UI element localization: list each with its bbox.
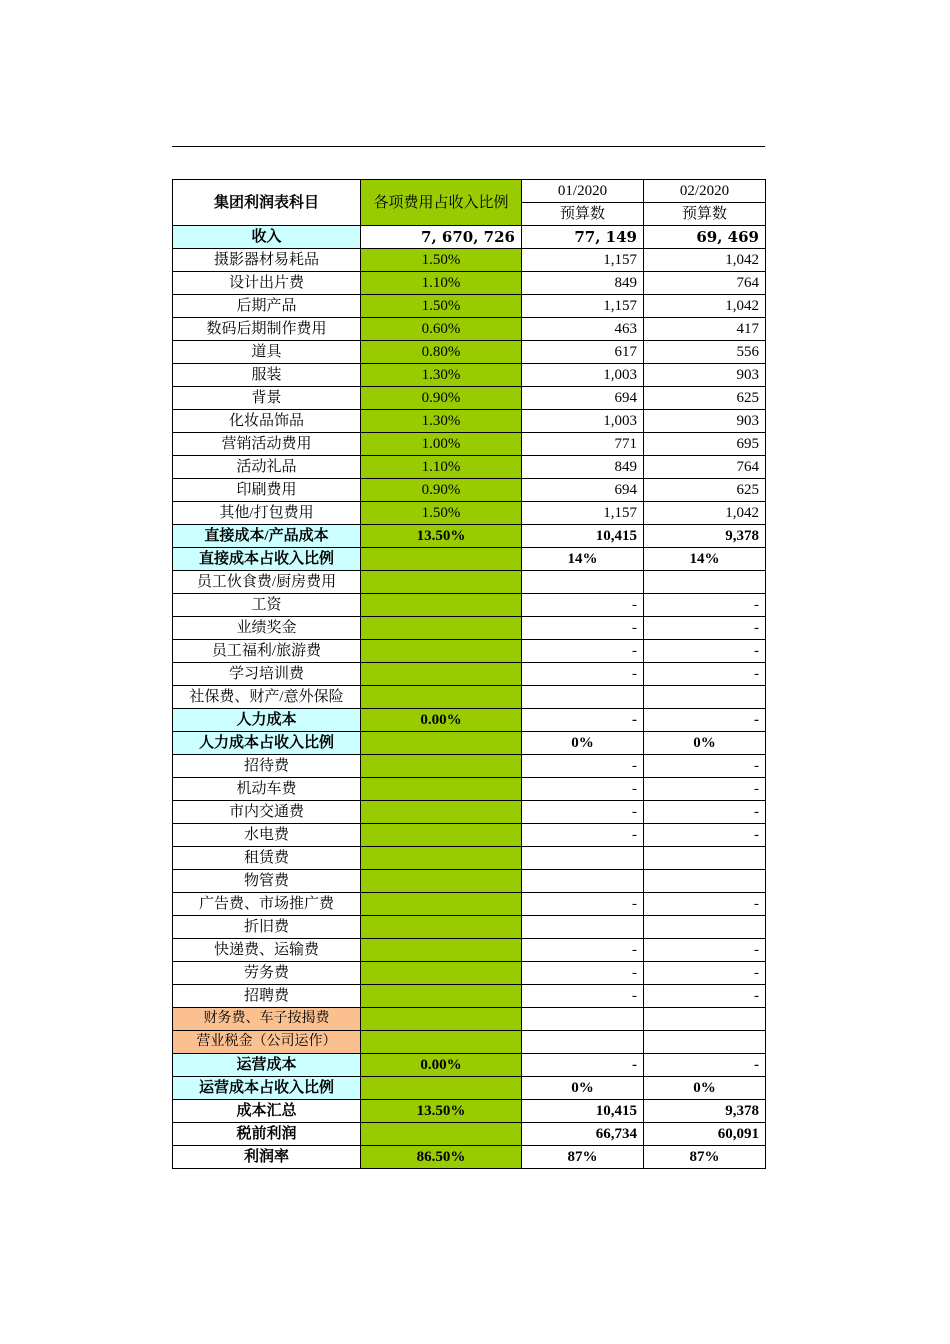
budget-02-2020-cell: 417 — [644, 318, 766, 341]
budget-01-2020-cell: 463 — [522, 318, 644, 341]
budget-02-2020-cell: 764 — [644, 456, 766, 479]
table-row — [173, 1054, 766, 1077]
ratio-cell — [361, 939, 522, 962]
budget-01-2020-cell: - — [522, 824, 644, 847]
table-row — [173, 479, 766, 502]
budget-01-2020-cell: 694 — [522, 479, 644, 502]
budget-01-2020-cell: - — [522, 985, 644, 1008]
subject-cell: 直接成本/产品成本 — [173, 525, 361, 548]
budget-02-2020-cell: 556 — [644, 341, 766, 364]
budget-01-2020-cell: 0% — [522, 732, 644, 755]
budget-01-2020-cell: - — [522, 962, 644, 985]
budget-01-2020-cell: - — [522, 1054, 644, 1077]
subject-cell: 社保费、财产/意外保险 — [173, 686, 361, 709]
table-row — [173, 640, 766, 663]
budget-01-2020-cell: - — [522, 709, 644, 732]
budget-02-2020-cell: - — [644, 985, 766, 1008]
ratio-cell — [361, 916, 522, 939]
budget-02-2020-cell: 0% — [644, 1077, 766, 1100]
header-period-1: 01/2020 — [522, 180, 644, 203]
budget-02-2020-cell: 9,378 — [644, 1100, 766, 1123]
subject-cell: 快递费、运输费 — [173, 939, 361, 962]
budget-02-2020-cell: - — [644, 594, 766, 617]
table-row — [173, 824, 766, 847]
table-row — [173, 1146, 766, 1169]
budget-01-2020-cell: - — [522, 778, 644, 801]
budget-02-2020-cell — [644, 1008, 766, 1031]
table-row — [173, 1077, 766, 1100]
subject-cell: 后期产品 — [173, 295, 361, 318]
subject-cell: 背景 — [173, 387, 361, 410]
table-row — [173, 1008, 766, 1031]
budget-01-2020-cell: 10,415 — [522, 1100, 644, 1123]
table-row — [173, 870, 766, 893]
budget-01-2020-cell — [522, 916, 644, 939]
budget-01-2020-cell: 87% — [522, 1146, 644, 1169]
table-row — [173, 686, 766, 709]
subject-cell: 业绩奖金 — [173, 617, 361, 640]
header-budget-1: 预算数 — [522, 203, 644, 226]
budget-02-2020-cell: 14% — [644, 548, 766, 571]
budget-02-2020-cell: - — [644, 617, 766, 640]
subject-cell: 税前利润 — [173, 1123, 361, 1146]
budget-01-2020-cell: 849 — [522, 456, 644, 479]
subject-cell: 成本汇总 — [173, 1100, 361, 1123]
ratio-cell — [361, 893, 522, 916]
budget-02-2020-cell: 625 — [644, 387, 766, 410]
budget-01-2020-cell: 1,157 — [522, 295, 644, 318]
table-row — [173, 663, 766, 686]
table-row — [173, 709, 766, 732]
ratio-cell — [361, 847, 522, 870]
top-rule — [172, 146, 765, 147]
ratio-cell: 0.00% — [361, 709, 522, 732]
budget-02-2020-cell: 903 — [644, 364, 766, 387]
budget-02-2020-cell: 903 — [644, 410, 766, 433]
subject-cell: 其他/打包费用 — [173, 502, 361, 525]
subject-cell: 水电费 — [173, 824, 361, 847]
budget-02-2020-cell: 625 — [644, 479, 766, 502]
subject-cell: 人力成本 — [173, 709, 361, 732]
ratio-cell: 1.30% — [361, 364, 522, 387]
header-row — [173, 180, 766, 203]
budget-02-2020-cell: 9,378 — [644, 525, 766, 548]
subject-cell: 收入 — [173, 226, 361, 249]
budget-01-2020-cell: - — [522, 640, 644, 663]
budget-01-2020-cell — [522, 870, 644, 893]
ratio-cell — [361, 1031, 522, 1054]
budget-02-2020-cell: 0% — [644, 732, 766, 755]
ratio-cell: 13.50% — [361, 1100, 522, 1123]
subject-cell: 员工福利/旅游费 — [173, 640, 361, 663]
table-row — [173, 272, 766, 295]
budget-02-2020-cell: 1,042 — [644, 502, 766, 525]
subject-cell: 运营成本占收入比例 — [173, 1077, 361, 1100]
table-row — [173, 364, 766, 387]
table-row — [173, 410, 766, 433]
subject-cell: 租赁费 — [173, 847, 361, 870]
ratio-cell — [361, 1077, 522, 1100]
budget-01-2020-cell: - — [522, 617, 644, 640]
budget-01-2020-cell: 849 — [522, 272, 644, 295]
table-row — [173, 318, 766, 341]
budget-02-2020-cell: 60,091 — [644, 1123, 766, 1146]
budget-01-2020-cell: 771 — [522, 433, 644, 456]
ratio-cell — [361, 801, 522, 824]
subject-cell: 市内交通费 — [173, 801, 361, 824]
budget-02-2020-cell — [644, 571, 766, 594]
table-row — [173, 985, 766, 1008]
budget-02-2020-cell: 69, 469 — [644, 226, 766, 249]
subject-cell: 直接成本占收入比例 — [173, 548, 361, 571]
table-row — [173, 295, 766, 318]
budget-02-2020-cell: - — [644, 801, 766, 824]
subject-cell: 学习培训费 — [173, 663, 361, 686]
ratio-cell — [361, 1008, 522, 1031]
ratio-cell — [361, 686, 522, 709]
budget-01-2020-cell — [522, 1031, 644, 1054]
subject-cell: 机动车费 — [173, 778, 361, 801]
ratio-cell: 1.30% — [361, 410, 522, 433]
ratio-cell: 1.10% — [361, 272, 522, 295]
table-row — [173, 571, 766, 594]
table-row — [173, 456, 766, 479]
budget-02-2020-cell — [644, 870, 766, 893]
subject-cell: 数码后期制作费用 — [173, 318, 361, 341]
table-row — [173, 1123, 766, 1146]
profit-table — [172, 179, 766, 1169]
subject-cell: 物管费 — [173, 870, 361, 893]
budget-01-2020-cell: - — [522, 755, 644, 778]
table-row — [173, 893, 766, 916]
budget-01-2020-cell: 1,003 — [522, 410, 644, 433]
budget-01-2020-cell — [522, 686, 644, 709]
header-ratio: 各项费用占收入比例 — [361, 180, 522, 226]
ratio-cell: 86.50% — [361, 1146, 522, 1169]
budget-02-2020-cell: - — [644, 939, 766, 962]
table-row — [173, 548, 766, 571]
budget-01-2020-cell — [522, 847, 644, 870]
ratio-cell: 13.50% — [361, 525, 522, 548]
table-row — [173, 387, 766, 410]
ratio-cell — [361, 1123, 522, 1146]
budget-02-2020-cell: - — [644, 663, 766, 686]
ratio-cell: 1.50% — [361, 295, 522, 318]
budget-01-2020-cell: - — [522, 594, 644, 617]
budget-02-2020-cell — [644, 916, 766, 939]
ratio-cell — [361, 870, 522, 893]
header-period-2: 02/2020 — [644, 180, 766, 203]
budget-02-2020-cell — [644, 1031, 766, 1054]
table-row — [173, 778, 766, 801]
budget-01-2020-cell: - — [522, 801, 644, 824]
budget-01-2020-cell: 617 — [522, 341, 644, 364]
ratio-cell: 1.50% — [361, 502, 522, 525]
table-row — [173, 939, 766, 962]
budget-02-2020-cell — [644, 847, 766, 870]
ratio-cell — [361, 548, 522, 571]
budget-02-2020-cell: - — [644, 640, 766, 663]
subject-cell: 人力成本占收入比例 — [173, 732, 361, 755]
subject-cell: 财务费、车子按揭费 — [173, 1008, 361, 1031]
budget-01-2020-cell: 66,734 — [522, 1123, 644, 1146]
ratio-cell — [361, 640, 522, 663]
ratio-cell: 0.00% — [361, 1054, 522, 1077]
ratio-cell: 0.90% — [361, 387, 522, 410]
ratio-cell — [361, 594, 522, 617]
budget-02-2020-cell: - — [644, 962, 766, 985]
budget-02-2020-cell — [644, 686, 766, 709]
ratio-cell — [361, 663, 522, 686]
table-row — [173, 801, 766, 824]
budget-01-2020-cell: 1,157 — [522, 502, 644, 525]
subject-cell: 服装 — [173, 364, 361, 387]
table-row — [173, 755, 766, 778]
subject-cell: 员工伙食费/厨房费用 — [173, 571, 361, 594]
budget-01-2020-cell: - — [522, 893, 644, 916]
subject-cell: 摄影器材易耗品 — [173, 249, 361, 272]
ratio-cell — [361, 985, 522, 1008]
budget-02-2020-cell: 695 — [644, 433, 766, 456]
ratio-cell: 7, 670, 726 — [361, 226, 522, 249]
budget-02-2020-cell: 764 — [644, 272, 766, 295]
budget-02-2020-cell: 1,042 — [644, 295, 766, 318]
table-row — [173, 433, 766, 456]
budget-01-2020-cell: 14% — [522, 548, 644, 571]
table-row — [173, 847, 766, 870]
table-row — [173, 916, 766, 939]
budget-01-2020-cell: - — [522, 663, 644, 686]
table-row — [173, 1031, 766, 1054]
table-row — [173, 617, 766, 640]
table-row — [173, 732, 766, 755]
budget-01-2020-cell — [522, 571, 644, 594]
budget-01-2020-cell: 694 — [522, 387, 644, 410]
table-row — [173, 594, 766, 617]
budget-01-2020-cell: 0% — [522, 1077, 644, 1100]
ratio-cell: 1.10% — [361, 456, 522, 479]
header-budget-2: 预算数 — [644, 203, 766, 226]
subject-cell: 广告费、市场推广费 — [173, 893, 361, 916]
budget-02-2020-cell: - — [644, 893, 766, 916]
subject-cell: 化妆品饰品 — [173, 410, 361, 433]
subject-cell: 营业税金（公司运作） — [173, 1031, 361, 1054]
budget-01-2020-cell: 1,157 — [522, 249, 644, 272]
subject-cell: 运营成本 — [173, 1054, 361, 1077]
subject-cell: 道具 — [173, 341, 361, 364]
subject-cell: 活动礼品 — [173, 456, 361, 479]
budget-02-2020-cell: 87% — [644, 1146, 766, 1169]
budget-01-2020-cell — [522, 1008, 644, 1031]
subject-cell: 折旧费 — [173, 916, 361, 939]
budget-02-2020-cell: - — [644, 1054, 766, 1077]
table-row — [173, 962, 766, 985]
ratio-cell: 1.00% — [361, 433, 522, 456]
subject-cell: 招聘费 — [173, 985, 361, 1008]
budget-02-2020-cell: - — [644, 755, 766, 778]
ratio-cell — [361, 962, 522, 985]
ratio-cell — [361, 778, 522, 801]
budget-02-2020-cell: 1,042 — [644, 249, 766, 272]
ratio-cell — [361, 732, 522, 755]
budget-01-2020-cell: 10,415 — [522, 525, 644, 548]
table-row — [173, 525, 766, 548]
budget-02-2020-cell: - — [644, 824, 766, 847]
subject-cell: 工资 — [173, 594, 361, 617]
ratio-cell — [361, 617, 522, 640]
subject-cell: 劳务费 — [173, 962, 361, 985]
table-row — [173, 1100, 766, 1123]
table-row — [173, 502, 766, 525]
budget-01-2020-cell: 77, 149 — [522, 226, 644, 249]
table-row — [173, 226, 766, 249]
subject-cell: 利润率 — [173, 1146, 361, 1169]
budget-02-2020-cell: - — [644, 778, 766, 801]
budget-01-2020-cell: - — [522, 939, 644, 962]
ratio-cell — [361, 571, 522, 594]
ratio-cell: 0.80% — [361, 341, 522, 364]
budget-02-2020-cell: - — [644, 709, 766, 732]
ratio-cell — [361, 824, 522, 847]
ratio-cell: 0.60% — [361, 318, 522, 341]
ratio-cell: 0.90% — [361, 479, 522, 502]
ratio-cell: 1.50% — [361, 249, 522, 272]
ratio-cell — [361, 755, 522, 778]
budget-01-2020-cell: 1,003 — [522, 364, 644, 387]
table-row — [173, 249, 766, 272]
subject-cell: 招待费 — [173, 755, 361, 778]
subject-cell: 设计出片费 — [173, 272, 361, 295]
subject-cell: 印刷费用 — [173, 479, 361, 502]
subject-cell: 营销活动费用 — [173, 433, 361, 456]
table-row — [173, 341, 766, 364]
header-subject: 集团利润表科目 — [173, 180, 361, 226]
